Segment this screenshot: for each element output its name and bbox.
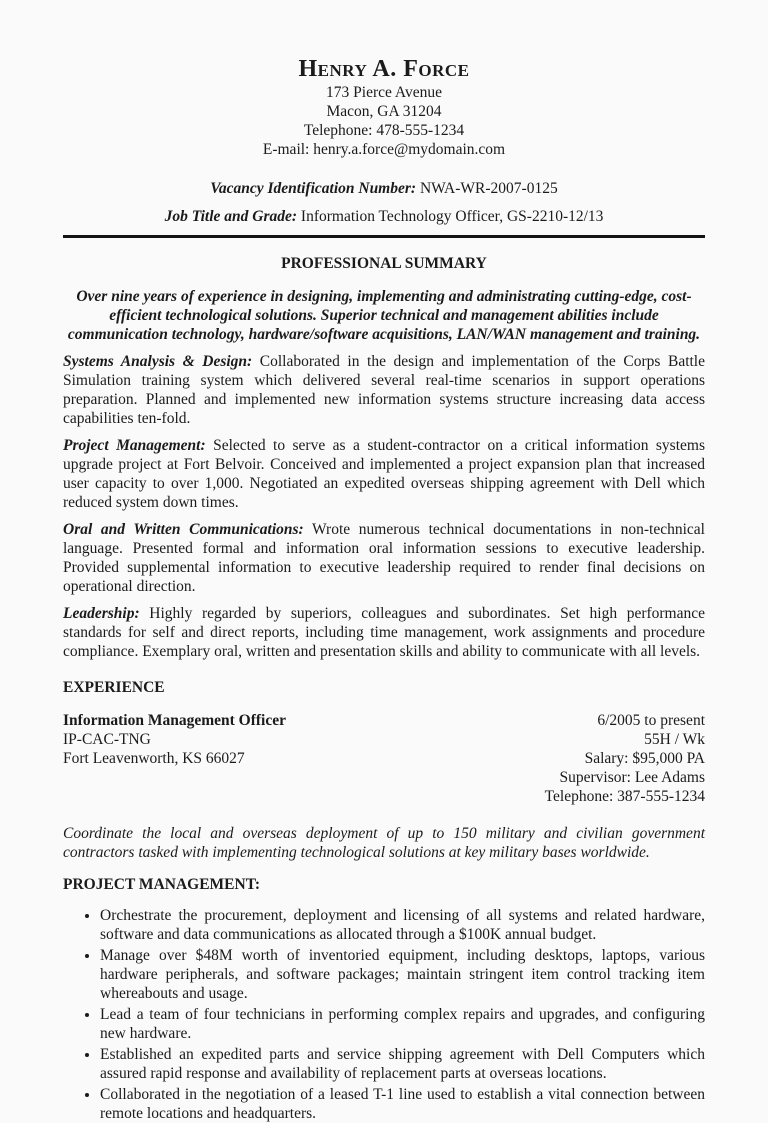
skill-paragraph-project-management <box>63 436 705 512</box>
experience-heading: EXPERIENCE <box>63 679 165 696</box>
bullet-item: • Orchestrate the procurement, deployment and licensing of all systems and related hardware, software and data communications as allocated through a $100K annual budget. <box>100 906 705 944</box>
role-summary-paragraph: Coordinate the local and overseas deployment of up to 150 military and civilian government contractors tasked with implementing technological solutions at key military bases worldwide. <box>63 825 705 861</box>
project-management-bullets <box>63 906 705 1123</box>
skill-paragraph-leadership <box>63 604 705 661</box>
bullet-item: • Established an expedited parts and service shipping agreement with Dell Computers which assured rapid response and availability of replacement parts at overseas locations. <box>100 1045 705 1083</box>
skill-text: Wrote numerous technical documentations in non-technical language. Presented formal and information oral information sessions to executive leadership. Provided supplemental information to executive leadership required to render final decisions on operational direction. <box>63 521 705 595</box>
professional-summary-heading: PROFESSIONAL SUMMARY <box>281 255 487 272</box>
vacancy-section <box>63 179 705 226</box>
job-organization: IP-CAC-TNG <box>63 731 151 748</box>
job-supervisor: Supervisor: Lee Adams <box>559 769 705 786</box>
skill-label: Oral and Written Communications: <box>63 521 304 538</box>
telephone-line: Telephone: 478-555-1234 <box>303 122 465 139</box>
job-title-grade-value: Information Technology Officer, GS-2210-12/13 <box>297 208 604 225</box>
skill-label: Leadership: <box>63 605 140 622</box>
job-title: Information Management Officer <box>63 712 286 729</box>
skill-text: Selected to serve as a student-contractor on a critical information systems upgrade project at Fort Belvoir. Conceived and implemented a project expansion plan that increased user capacity to over 1,000. Negotiated an expedited overseas shipping agreement with Dell which reduced system down times. <box>63 437 705 511</box>
job-telephone: Telephone: 387-555-1234 <box>544 788 705 805</box>
professional-summary-section <box>63 254 705 661</box>
candidate-name: Henry A. Force <box>298 56 470 82</box>
job-salary: Salary: $95,000 PA <box>584 750 705 767</box>
bullet-item: • Collaborated in the negotiation of a leased T-1 line used to establish a vital connection between remote locations and headquarters. <box>100 1085 705 1123</box>
bullet-item: • Lead a team of four technicians in performing complex repairs and upgrades, and configuring new hardware. <box>100 1005 705 1043</box>
job-location: Fort Leavenworth, KS 66027 <box>63 750 245 767</box>
job-dates: 6/2005 to present <box>597 712 705 729</box>
project-management-heading: PROJECT MANAGEMENT: <box>63 876 261 893</box>
bullet-item: • Manage over $48M worth of inventoried equipment, including desktops, laptops, various hardware peripherals, and software packages; maintain stringent item control tracking item whereabouts and usage. <box>100 946 705 1003</box>
resume-header <box>63 56 705 159</box>
job-entry <box>63 711 705 806</box>
summary-intro-paragraph: Over nine years of experience in designing, implementing and administrating cutting-edge, cost-efficient technological solutions. Superior technical and management abilities include communication technology, hardware/software acquisitions, LAN/WAN management and training. <box>67 288 701 343</box>
vacancy-id-label: Vacancy Identification Number: <box>210 180 417 197</box>
email-line: E-mail: henry.a.force@mydomain.com <box>262 141 506 158</box>
job-title-grade-line <box>63 207 705 226</box>
job-title-grade-label: Job Title and Grade: <box>164 208 298 225</box>
skill-label: Project Management: <box>63 437 206 454</box>
skill-paragraph-oral-written-communications <box>63 520 705 596</box>
experience-section <box>63 678 705 1123</box>
vacancy-id-line <box>63 179 705 198</box>
skill-text: Highly regarded by superiors, colleagues and subordinates. Set high performance standards for self and direct reports, including time management, work assignments and procedure compliance. Exemplary oral, written and presentation skills and ability to communicate with all levels. <box>63 605 705 660</box>
divider-rule <box>63 235 705 238</box>
skill-label: Systems Analysis & Design: <box>63 353 253 370</box>
address-city: Macon, GA 31204 <box>326 103 442 120</box>
skill-text: Collaborated in the design and implementation of the Corps Battle Simulation training system which delivered several real-time scenarios in support operations preparation. Planned and implemented new information systems structure increasing data access capabilities ten-fold. <box>63 353 705 427</box>
job-hours: 55H / Wk <box>644 731 705 748</box>
job-entry-right <box>545 711 705 806</box>
job-entry-left <box>63 711 286 806</box>
vacancy-id-value: NWA-WR-2007-0125 <box>416 180 558 197</box>
skill-paragraph-systems-analysis <box>63 352 705 428</box>
address-street: 173 Pierce Avenue <box>326 84 442 101</box>
